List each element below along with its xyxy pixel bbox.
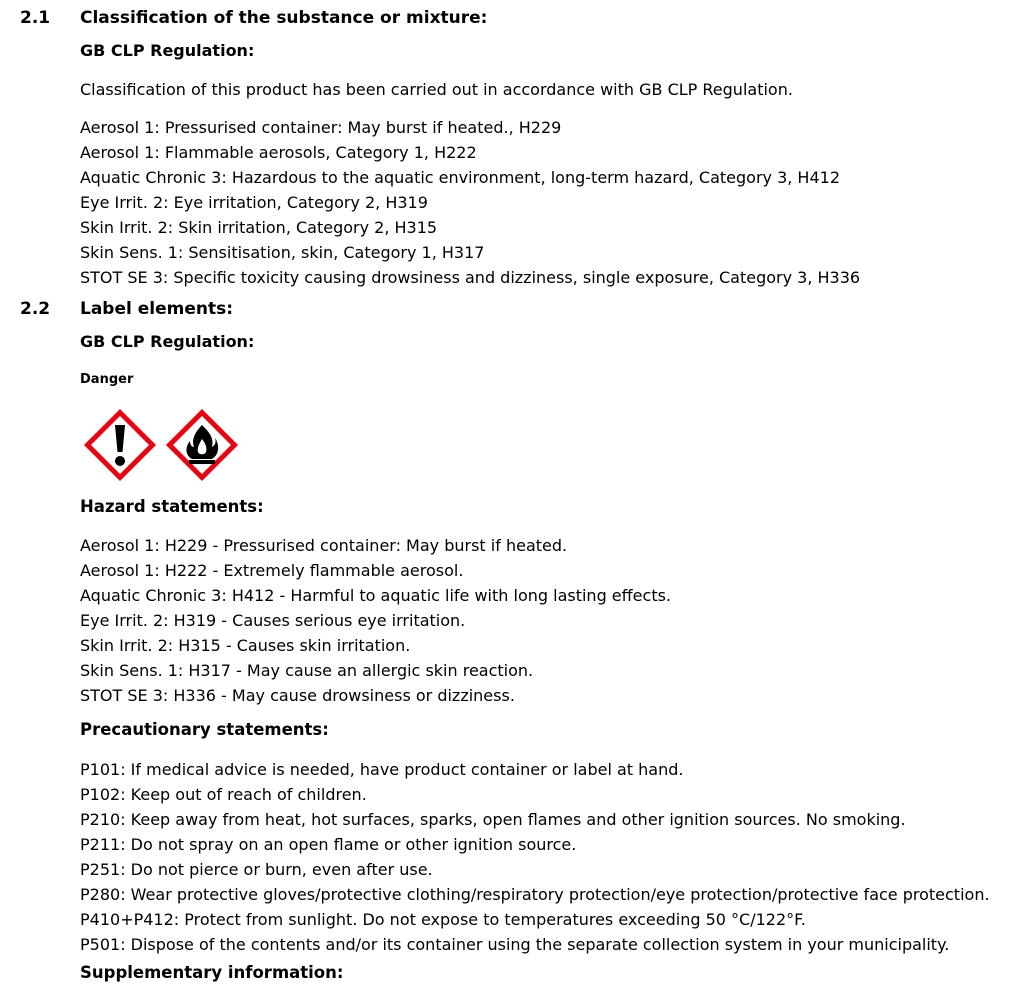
list-item: STOT SE 3: Specific toxicity causing drowsiness and dizziness, single exposure, Category 3, H336 <box>80 268 861 287</box>
section-number: 2.2 <box>20 299 51 319</box>
list-item: Skin Sens. 1: H317 - May cause an allergic skin reaction. <box>80 661 534 680</box>
signal-word: Danger <box>80 372 134 387</box>
list-item: Skin Irrit. 2: H315 - Causes skin irritation. <box>80 636 411 655</box>
list-item: Skin Sens. 1: Sensitisation, skin, Category 1, H317 <box>80 243 485 262</box>
list-item: P101: If medical advice is needed, have product container or label at hand. <box>80 760 684 779</box>
exclamation-mark-pictogram-icon <box>80 405 160 485</box>
section-2-2-heading <box>20 299 233 319</box>
list-item: Aerosol 1: H222 - Extremely flammable aerosol. <box>80 561 464 580</box>
section-2-1-heading <box>20 8 487 28</box>
list-item: Aquatic Chronic 3: H412 - Harmful to aquatic life with long lasting effects. <box>80 586 672 605</box>
list-item: Aquatic Chronic 3: Hazardous to the aquatic environment, long-term hazard, Category 3, H412 <box>80 168 840 187</box>
list-item: P501: Dispose of the contents and/or its container using the separate collection system in your municipality. <box>80 935 950 954</box>
list-item: P251: Do not pierce or burn, even after use. <box>80 860 433 879</box>
precautionary-statements-heading: Precautionary statements: <box>80 720 329 739</box>
list-item: Eye Irrit. 2: Eye irritation, Category 2, H319 <box>80 193 428 212</box>
list-item: P410+P412: Protect from sunlight. Do not expose to temperatures exceeding 50 °C/122°F. <box>80 910 806 929</box>
section-title: Label elements: <box>80 299 234 319</box>
list-item: P211: Do not spray on an open flame or other ignition source. <box>80 835 577 854</box>
flame-pictogram-icon <box>162 405 242 485</box>
supplementary-information-heading: Supplementary information: <box>80 963 344 982</box>
list-item: STOT SE 3: H336 - May cause drowsiness or dizziness. <box>80 686 515 705</box>
classification-intro: Classification of this product has been carried out in accordance with GB CLP Regulation. <box>80 80 793 99</box>
list-item: P280: Wear protective gloves/protective clothing/respiratory protection/eye protection/protective face protection. <box>80 885 990 904</box>
section-title: Classification of the substance or mixture: <box>80 8 488 28</box>
list-item: P210: Keep away from heat, hot surfaces, sparks, open flames and other ignition sources. No smoking. <box>80 810 906 829</box>
hazard-statements-heading: Hazard statements: <box>80 497 264 516</box>
section-number: 2.1 <box>20 8 51 28</box>
list-item: Aerosol 1: Flammable aerosols, Category 1, H222 <box>80 143 477 162</box>
list-item: Aerosol 1: H229 - Pressurised container: May burst if heated. <box>80 536 568 555</box>
regulation-heading: GB CLP Regulation: <box>80 332 255 351</box>
list-item: P102: Keep out of reach of children. <box>80 785 367 804</box>
list-item: Eye Irrit. 2: H319 - Causes serious eye irritation. <box>80 611 466 630</box>
regulation-heading: GB CLP Regulation: <box>80 41 255 60</box>
list-item: Aerosol 1: Pressurised container: May burst if heated., H229 <box>80 118 562 137</box>
list-item: Skin Irrit. 2: Skin irritation, Category 2, H315 <box>80 218 438 237</box>
